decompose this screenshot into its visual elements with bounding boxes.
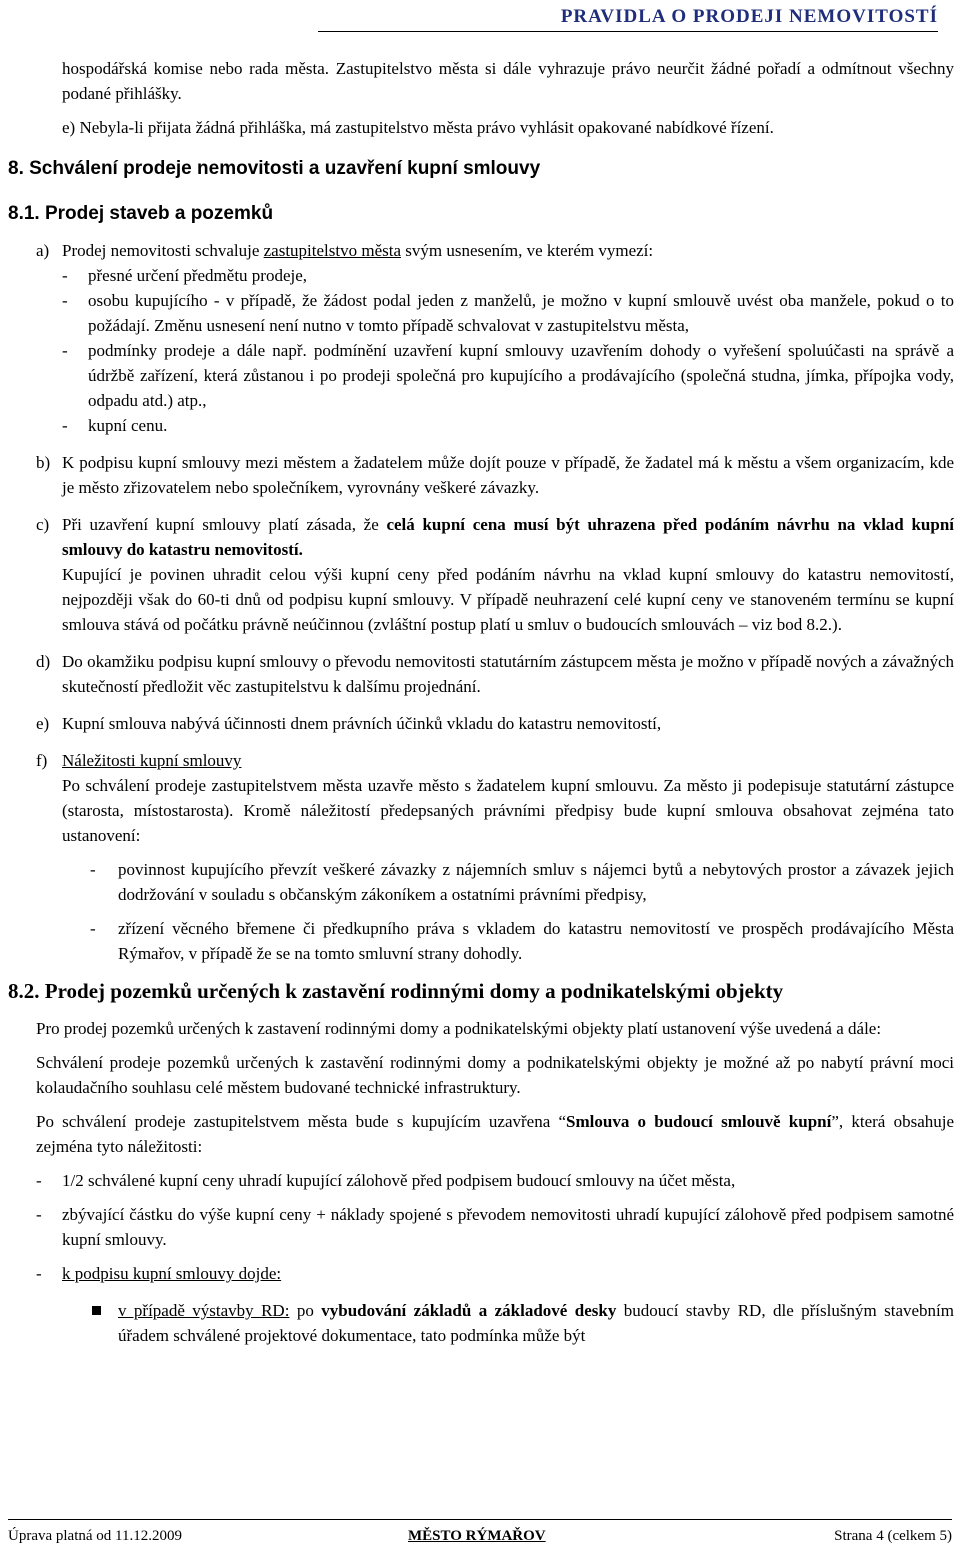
dash-item: - 1/2 schválené kupní ceny uhradí kupující zálohově před podpisem budoucí smlouvy na účet města, — [36, 1171, 736, 1190]
item-e: e) Kupní smlouva nabývá účinnosti dnem právních účinků vkladu do katastru nemovitostí, — [8, 711, 954, 736]
bold-rule: celá kupní cena musí být uhrazena před podáním návrhu na vklad kupní smlouvy do katastru nemovitostí. — [62, 515, 954, 559]
section-8-title: 8. Schválení prodeje nemovitosti a uzavření kupní smlouvy — [8, 158, 541, 179]
item-f-text: Po schválení prodeje zastupitelstvem města uzavře město s žadatelem kupní smlouvu. Za město ji podepisuje statutární zástupce (starosta, místostarosta). Kromě náležitostí předepsaných právními předpisy bude kupní smlouva obsahovat zejména tato ustanovení: — [62, 776, 954, 845]
footer-validity: Úprava platná od 11.12.2009 — [8, 1528, 182, 1544]
section-8-1-title: 8.1. Prodej staveb a pozemků — [8, 203, 274, 224]
dash-item: - zbývající částku do výše kupní ceny + náklady spojené s převodem nemovitosti uhradí kupující zálohově před podpisem samotné kupní smlouvy. — [36, 1205, 954, 1249]
dash-item: - osobu kupujícího - v případě, že žádost podal jeden z manželů, je možno v kupní smlouvě uvést oba manžele, pokud o to požádají. Změnu usnesení není nutno v tomto případě schvalovat v zastupitelstvu města, — [62, 291, 954, 335]
bullet-item: v případě výstavby RD: po vybudování základů a základové desky budoucí stavby RD, dle příslušným stavebním úřadem schválené projektové dokumentace, tato podmínka může být — [8, 1298, 954, 1348]
item-c-continued: Kupující je povinen uhradit celou výši kupní ceny před podáním návrhu na vklad kupní smlouvy do katastru nemovitostí, nejpozději však do 60-ti dnů od podpisu kupní smlouvy. V případě neuhrazení celé kupní ceny ve stanoveném termínu se kupní smlouva stává od počátku právně neúčinnou (zvláštní postup platí u smluv o budoucích smlouvách – viz bod 8.2.). — [62, 565, 954, 634]
item-label: d) — [36, 652, 51, 671]
item-label: e) — [36, 714, 50, 733]
section-8-2-paragraph: Pro prodej pozemků určených k zastavení rodinnými domy a podnikatelskými objekty platí ustanovení výše uvedená a dále: — [36, 1019, 882, 1038]
square-bullet-icon — [92, 1306, 101, 1315]
dash-item: - povinnost kupujícího převzít veškeré závazky z nájemních smluv s nájemci bytů a nebytových prostor a závazek jejich dodržování v souladu s občanským zákoníkem a ostatními právními předpisy, — [90, 860, 954, 904]
document-body — [8, 56, 954, 1348]
underlined-term: zastupitelstvo města — [263, 241, 401, 260]
item-c: c) Při uzavření kupní smlouvy platí zásada, že celá kupní cena musí být uhrazena před podáním návrhu na vklad kupní smlouvy do katastru nemovitostí. — [8, 512, 954, 562]
page-footer — [8, 1519, 952, 1548]
dash-item: - podmínky prodeje a dále např. podmínění uzavření kupní smlouvy uzavřením dohody o vyřešení spoluúčasti na správě a údržbě zařízení, která zůstanou i po prodeji společná pro kupujícího a prodávajícího (společná studna, jímka, přípojka vody, odpadu atd.) atp., — [62, 341, 954, 410]
page-header: PRAVIDLA O PRODEJI NEMOVITOSTÍ — [318, 4, 938, 32]
item-f-title: Náležitosti kupní smlouvy — [62, 751, 242, 770]
item-d: d) Do okamžiku podpisu kupní smlouvy o převodu nemovitosti statutárním zástupcem města je možno v případě nových a závažných skutečností předložit věc zastupitelstvu k dalšímu projednání. — [8, 649, 954, 699]
intro-paragraph: hospodářská komise nebo rada města. Zastupitelstvo města si dále vyhrazuje právo neurčit žádné pořadí a odmítnout všechny podané přihlášky. — [62, 59, 954, 103]
dash-item: - kupní cenu. — [62, 416, 168, 435]
section-8-2-paragraph: Schválení prodeje pozemků určených k zastavění rodinnými domy a podnikatelskými objekty je možné až po nabytí právní moci kolaudačního souhlasu celé městem budované technické infrastruktury. — [36, 1053, 954, 1097]
section-8-2-title: 8.2. Prodej pozemků určených k zastavění rodinnými domy a podnikatelskými objekty — [8, 979, 784, 1003]
footer-city: MĚSTO RÝMAŘOV — [408, 1528, 546, 1544]
item-a: a) Prodej nemovitosti schvaluje zastupitelstvo města svým usnesením, ve kterém vymezí: — [8, 238, 954, 263]
section-8-2-paragraph: Po schválení prodeje zastupitelstvem města bude s kupujícím uzavřena “Smlouva o budoucí smlouvě kupní”, která obsahuje zejména tyto náležitosti: — [36, 1112, 955, 1156]
dash-item: - k podpisu kupní smlouvy dojde: — [36, 1264, 282, 1283]
item-label: a) — [36, 241, 50, 260]
item-label: f) — [36, 751, 48, 770]
dash-item: - přesné určení předmětu prodeje, — [62, 266, 308, 285]
dash-item: - zřízení věcného břemene či předkupního práva s vkladem do katastru nemovitostí ve prospěch prodávajícího Města Rýmařov, v případě že se na tomto smluvní strany dohodly. — [90, 919, 954, 963]
item-f — [8, 748, 954, 773]
footer-page-number: Strana 4 (celkem 5) — [834, 1528, 952, 1544]
item-label: b) — [36, 453, 51, 472]
item-b: b) K podpisu kupní smlouvy mezi městem a žadatelem může dojít pouze v případě, že žadatel má k městu a všem organizacím, kde je město zřizovatelem nebo společníkem, vyrovnány veškeré závazky. — [8, 450, 954, 500]
item-label: c) — [36, 515, 50, 534]
intro-item-e: e) Nebyla-li přijata žádná přihláška, má zastupitelstvo města právo vyhlásit opakované nabídkové řízení. — [62, 118, 774, 137]
